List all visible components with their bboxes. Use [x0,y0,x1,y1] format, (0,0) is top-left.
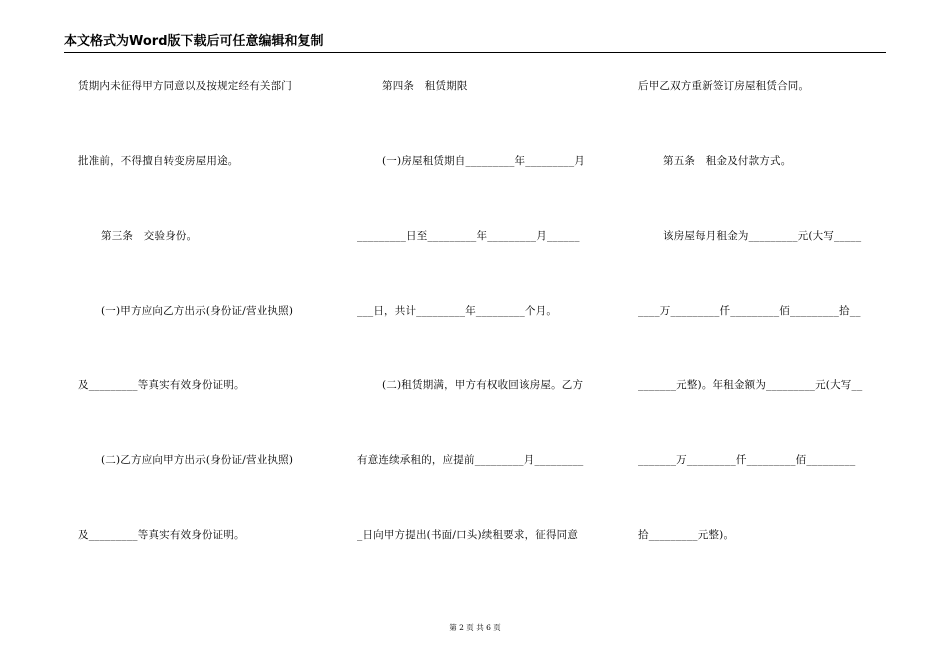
text-line: (一)甲方应向乙方出示(身份证/营业执照) [101,305,294,317]
text-line: 及_________等真实有效身份证明。 [78,379,245,391]
section-heading: 第五条 租金及付款方式。 [663,155,792,167]
text-line: 批准前，不得擅自转变房屋用途。 [78,155,239,167]
document-header [64,34,886,53]
section-heading: 第三条 交验身份。 [101,230,198,242]
text-line: 拾_________元整)。 [638,529,735,541]
text-line: _日向甲方提出(书面/口头)续租要求，征得同意 [357,529,579,541]
text-line: 赁期内未征得甲方同意以及按规定经有关部门 [78,80,292,92]
page-number: 第 2 页 共 6 页 [449,623,501,632]
text-line: 后甲乙双方重新签订房屋租赁合同。 [638,80,810,92]
text-line: ___日，共计_________年_________个月。 [357,305,558,317]
text-line: 及_________等真实有效身份证明。 [78,529,245,541]
document-title: 本文格式为Word版下载后可任意编辑和复制 [64,34,324,49]
text-line: 有意连续承租的，应提前_________月_________ [357,454,584,466]
text-line: _______万_________仟_________佰_________ [638,454,856,466]
text-line: ____万_________仟_________佰_________拾__ [638,305,861,317]
text-line: 该房屋每月租金为_________元(大写_____ [663,230,862,242]
text-line: (一)房屋租赁期自_________年_________月 [382,155,585,167]
text-line: (二)乙方应向甲方出示(身份证/营业执照) [101,454,294,466]
text-line: _______元整)。年租金额为_________元(大写__ [638,379,863,391]
text-line: (二)租赁期满，甲方有权收回该房屋。乙方 [382,379,584,391]
section-heading: 第四条 租赁期限 [382,80,468,92]
text-line: _________日至_________年_________月______ [357,230,580,242]
